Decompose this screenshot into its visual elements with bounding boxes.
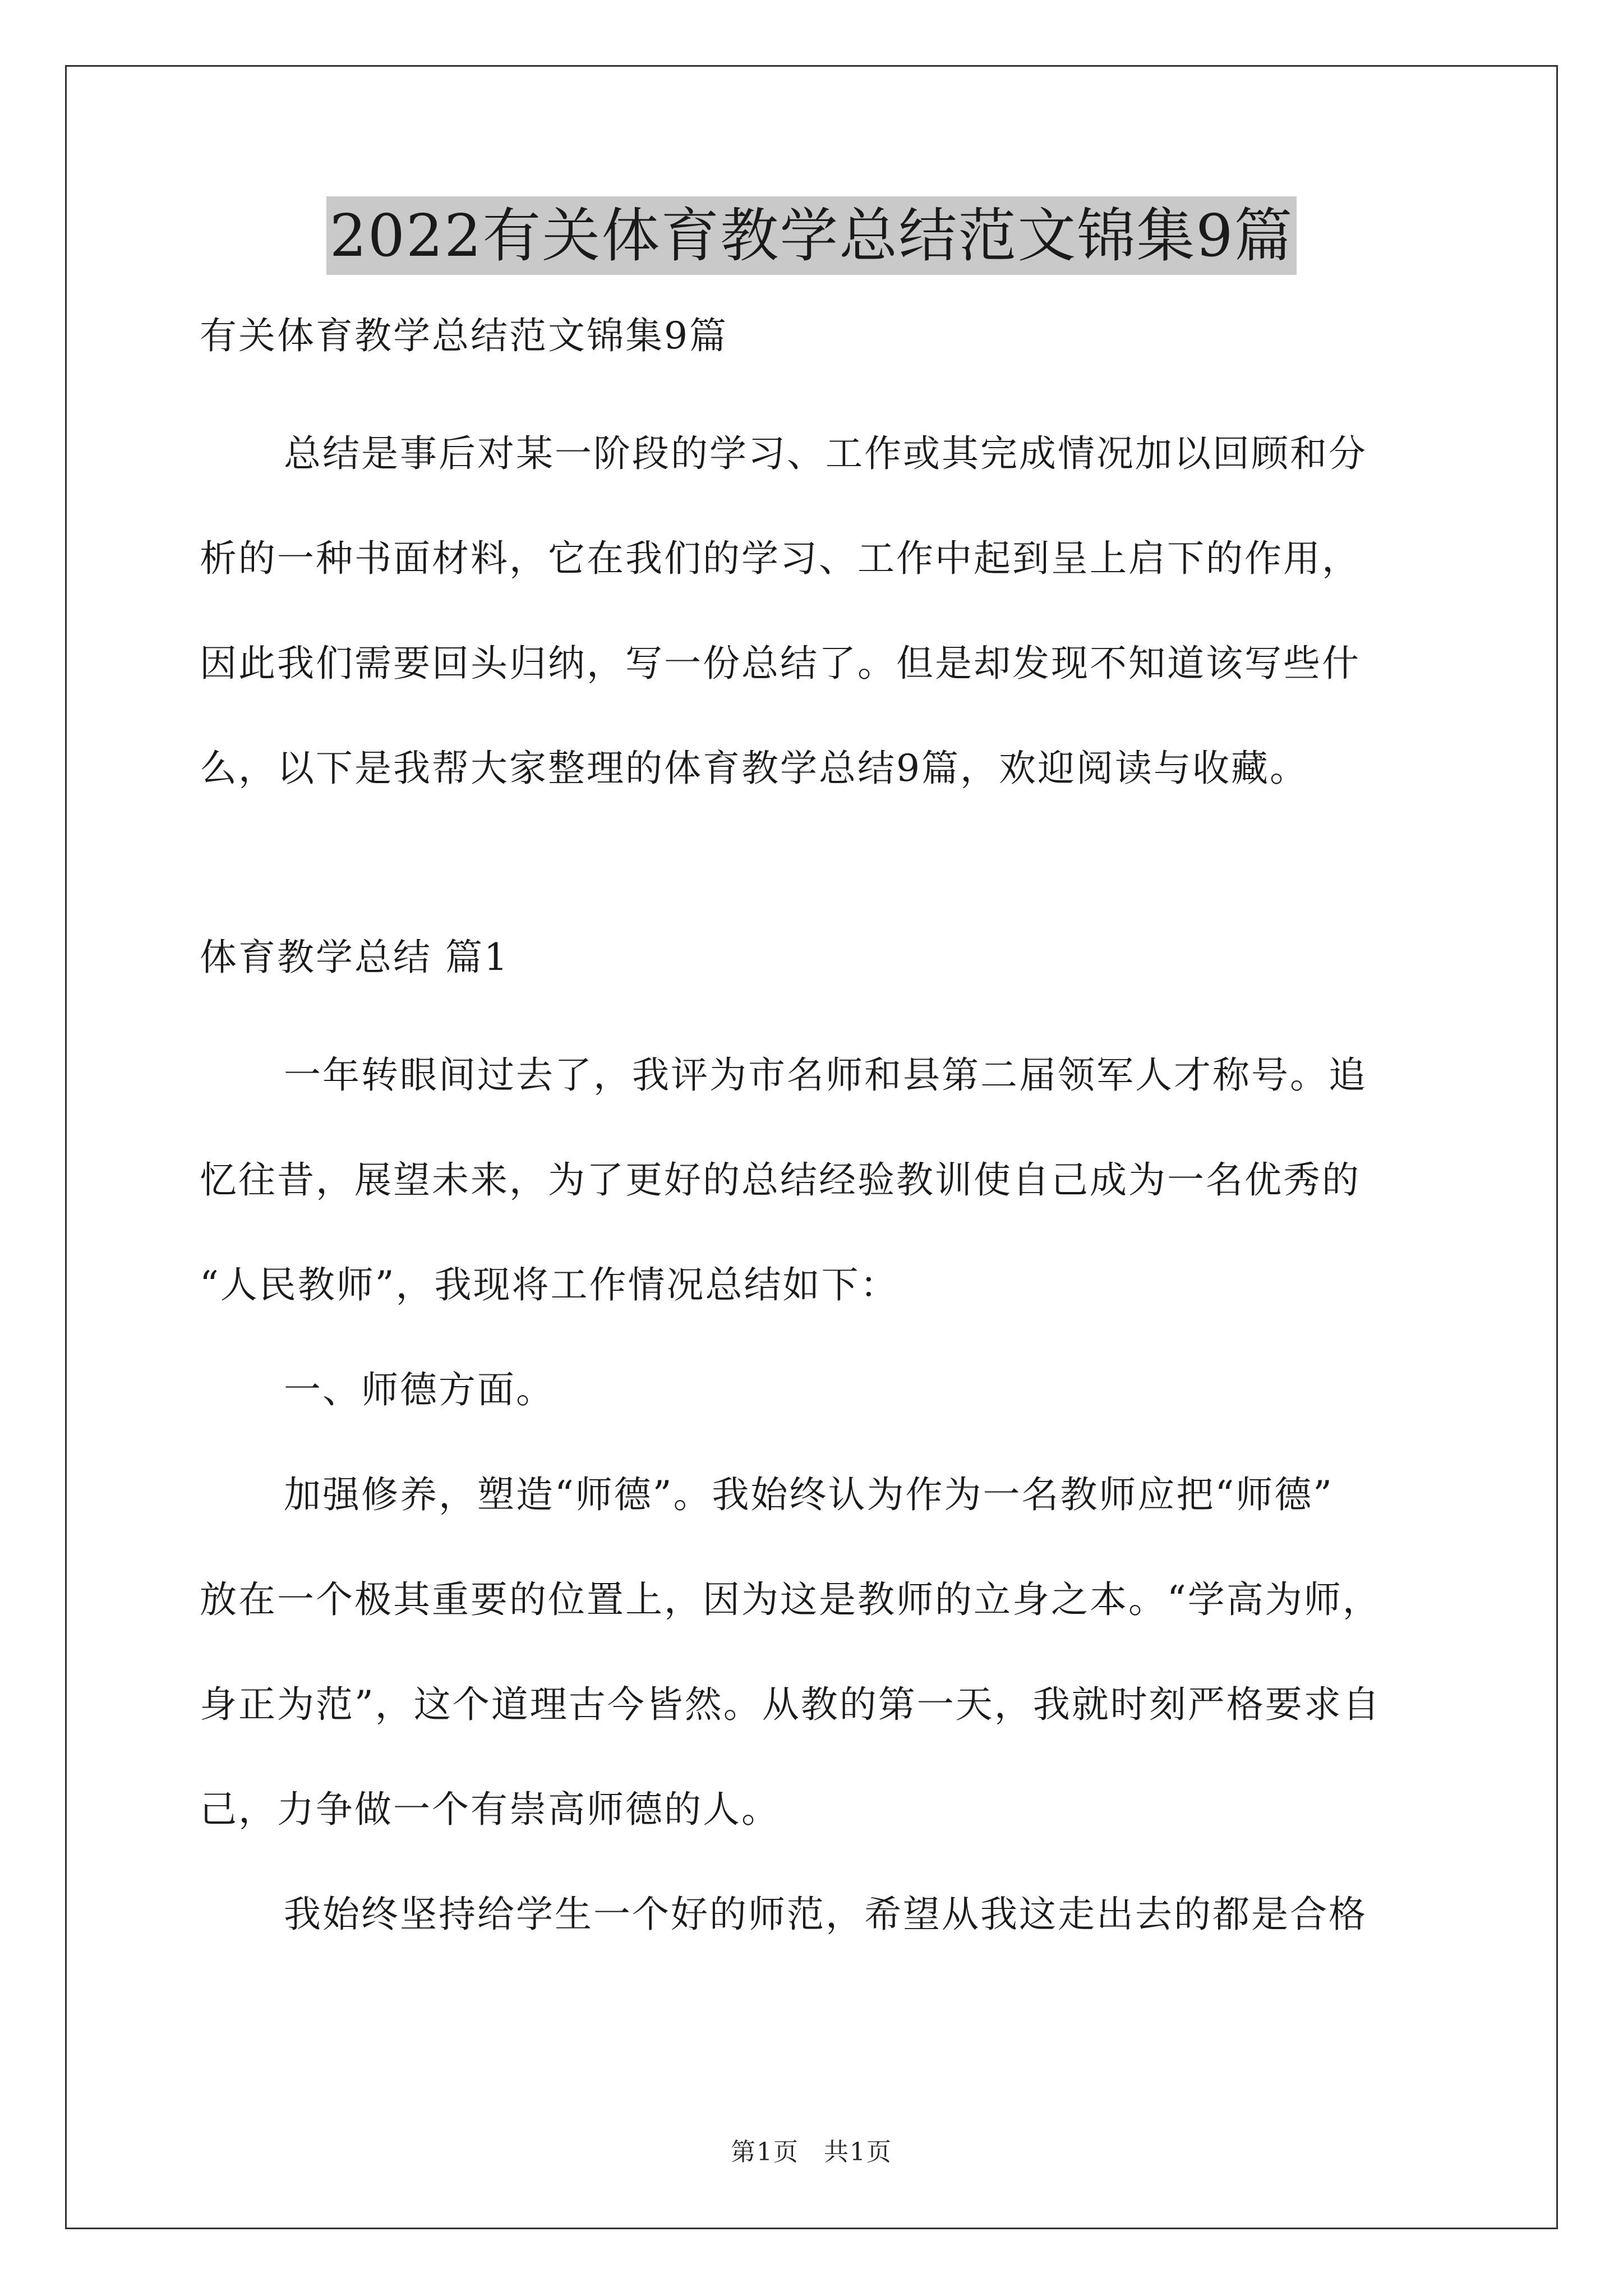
document-subtitle: 有关体育教学总结范文锦集9篇 [200, 314, 728, 357]
page-total: 共1页 [824, 2138, 892, 2166]
document-title: 2022有关体育教学总结范文锦集9篇 [326, 196, 1297, 275]
intro-line: 总结是事后对某一阶段的学习、工作或其完成情况加以回顾和分 [284, 432, 1367, 475]
section-heading: 体育教学总结 篇1 [200, 936, 509, 979]
body-line: 放在一个极其重要的位置上，因为这是教师的立身之本。“学高为师， [200, 1578, 1381, 1621]
body-line: 加强修养，塑造“师德”。我始终认为作为一名教师应把“师德” [284, 1473, 1334, 1516]
body-line: 身正为范”，这个道理古今皆然。从教的第一天，我就时刻严格要求自 [200, 1683, 1381, 1726]
intro-line: 析的一种书面材料，它在我们的学习、工作中起到呈上启下的作用， [200, 537, 1361, 580]
intro-line: 么，以下是我帮大家整理的体育教学总结9篇，欢迎阅读与收藏。 [200, 747, 1308, 790]
title-container [0, 196, 1623, 275]
body-line: 己，力争做一个有崇高师德的人。 [200, 1788, 780, 1831]
body-line: 一年转眼间过去了，我评为市名师和县第二届领军人才称号。追 [284, 1053, 1367, 1097]
page-footer [0, 2132, 1623, 2168]
body-line: “人民教师”，我现将工作情况总结如下： [200, 1263, 899, 1306]
body-line: 忆往昔，展望未来，为了更好的总结经验教训使自己成为一名优秀的 [200, 1158, 1361, 1202]
intro-line: 因此我们需要回头归纳，写一份总结了。但是却发现不知道该写些什 [200, 642, 1361, 685]
page-number: 第1页 [731, 2138, 799, 2166]
body-line: 一、师德方面。 [284, 1368, 555, 1411]
document-body [200, 309, 1428, 1992]
body-line: 我始终坚持给学生一个好的师范，希望从我这走出去的都是合格 [284, 1893, 1367, 1936]
